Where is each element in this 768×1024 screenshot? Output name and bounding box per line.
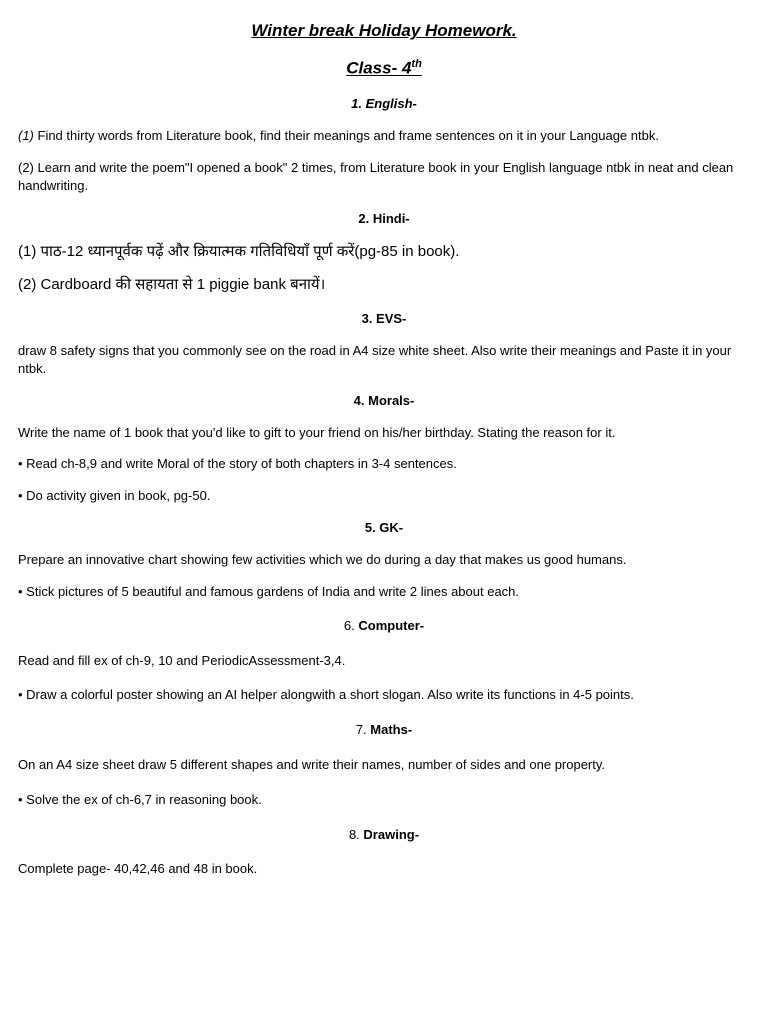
gk-item-2: • Stick pictures of 5 beautiful and famous gardens of India and write 2 lines about each. xyxy=(18,584,520,599)
evs-item-1: draw 8 safety signs that you commonly see on the road in A4 size white sheet. Also write their meanings and Paste it in your ntbk. xyxy=(18,343,732,376)
maths-item-2: • Solve the ex of ch-6,7 in reasoning book. xyxy=(18,792,262,807)
english-item-2: (2) Learn and write the poem"I opened a book" 2 times, from Literature book in your English language ntbk in neat and clean handwriting. xyxy=(18,160,734,193)
morals-item-1: Write the name of 1 book that you'd like to gift to your friend on his/her birthday. Stating the reason for it. xyxy=(18,425,616,440)
class-label-sup: th xyxy=(411,58,422,70)
english-heading: 1. English- xyxy=(351,96,417,111)
maths-heading xyxy=(0,722,768,737)
document-title: Winter break Holiday Homework. xyxy=(251,21,517,40)
drawing-heading xyxy=(0,827,768,842)
maths-heading-num: 7. xyxy=(355,722,371,737)
class-label xyxy=(0,58,768,79)
computer-heading-label: Computer- xyxy=(358,618,425,633)
drawing-heading-num: 8. xyxy=(348,827,364,842)
hindi-heading: 2. Hindi- xyxy=(358,211,410,226)
drawing-item-1: Complete page- 40,42,46 and 48 in book. xyxy=(18,861,258,876)
maths-heading-label: Maths- xyxy=(370,722,413,737)
computer-item-1: Read and fill ex of ch-9, 10 and PeriodicAssessment-3,4. xyxy=(18,653,346,668)
morals-item-3: • Do activity given in book, pg-50. xyxy=(18,488,211,503)
morals-item-2: • Read ch-8,9 and write Moral of the story of both chapters in 3-4 sentences. xyxy=(18,456,457,471)
computer-item-2: • Draw a colorful poster showing an AI helper alongwith a short slogan. Also write its functions in 4-5 points. xyxy=(18,687,634,702)
gk-heading: 5. GK- xyxy=(364,520,404,535)
evs-heading: 3. EVS- xyxy=(361,311,407,326)
class-label-main: Class- 4 xyxy=(346,58,412,78)
english-item-1-num: (1) xyxy=(18,128,34,143)
maths-item-1: On an A4 size sheet draw 5 different shapes and write their names, number of sides and one property. xyxy=(18,757,606,772)
drawing-heading-label: Drawing- xyxy=(363,827,420,842)
computer-heading-num: 6. xyxy=(343,618,359,633)
hindi-item-2: (2) Cardboard की सहायता से 1 piggie bank बनायें। xyxy=(18,276,326,293)
gk-item-1: Prepare an innovative chart showing few activities which we do during a day that makes us good humans. xyxy=(18,552,627,567)
hindi-item-1: (1) पाठ-12 ध्यानपूर्वक पढ़ें और क्रियात्मक गतिविधियाँ पूर्ण करें(pg-85 in book). xyxy=(18,243,460,260)
english-item-1 xyxy=(18,127,758,145)
english-item-1-text: Find thirty words from Literature book, find their meanings and frame sentences on it in your Language ntbk. xyxy=(33,128,659,143)
morals-heading: 4. Morals- xyxy=(353,393,415,408)
computer-heading xyxy=(0,618,768,633)
